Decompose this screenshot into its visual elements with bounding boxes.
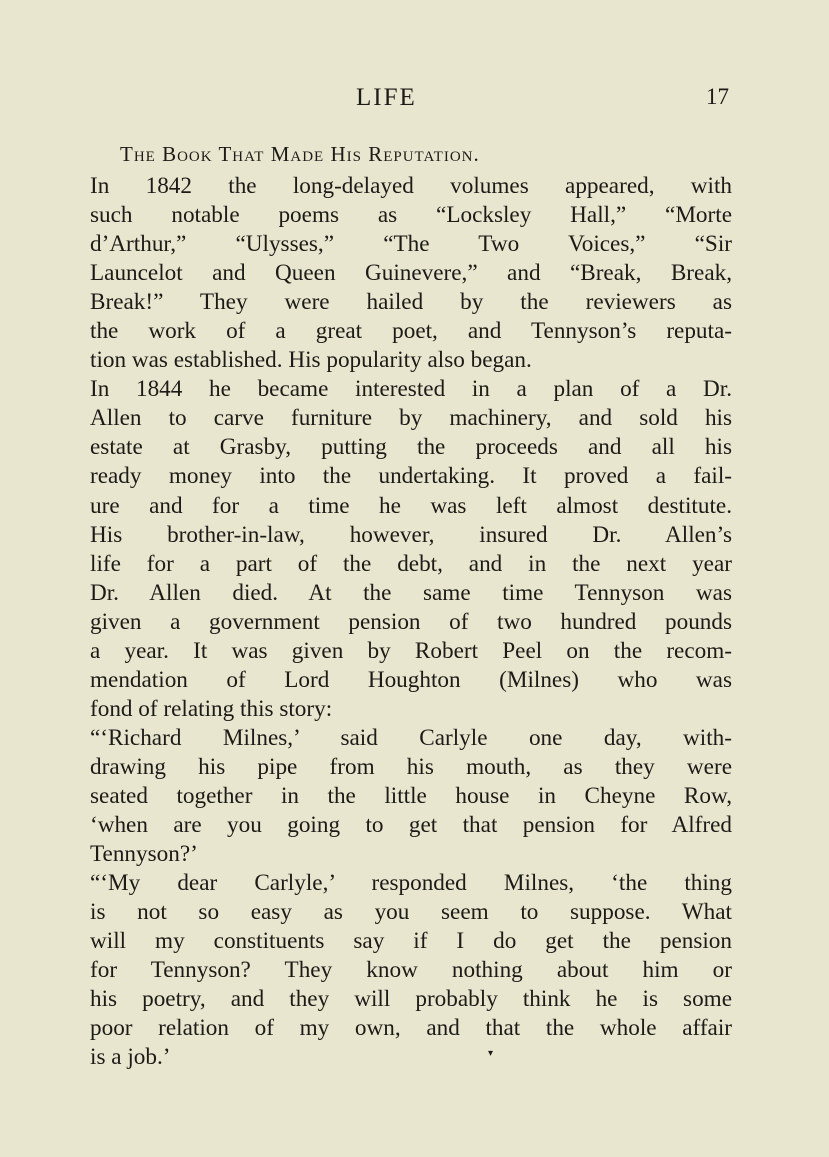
text-line: tion was established. His popularity also began. [90,347,532,374]
text-line: the work of a great poet, and Tennyson’s reputa- [90,318,732,345]
text-line: mendation of Lord Houghton (Milnes) who was [90,666,732,693]
text-line: drawing his pipe from his mouth, as they were [90,753,732,780]
text-line: given a government pension of two hundred pounds [90,608,732,635]
text-line: his poetry, and they will probably think he is some [90,986,732,1013]
text-line: is a job.’ [90,1044,171,1071]
text-line: In 1844 he became interested in a plan of a Dr. [90,376,732,403]
text-line: for Tennyson? They know nothing about him or [90,957,732,984]
text-line: His brother-in-law, however, insured Dr. Allen’s [90,521,732,548]
text-line: a year. It was given by Robert Peel on the recom- [90,637,732,664]
text-line: “‘Richard Milnes,’ said Carlyle one day, with- [90,724,732,751]
text-line: “‘My dear Carlyle,’ responded Milnes, ‘the thing [90,870,732,897]
text-line: seated together in the little house in Cheyne Row, [90,782,732,809]
text-line: Tennyson?’ [90,841,198,868]
body-text [90,172,732,1072]
text-line: life for a part of the debt, and in the next year [90,550,732,577]
text-line: Launcelot and Queen Guinevere,” and “Break, Break, [90,260,732,287]
text-line: In 1842 the long-delayed volumes appeared, with [90,173,732,199]
text-line: ready money into the undertaking. It proved a fail- [90,463,732,490]
text-line: ure and for a time he was left almost destitute. [90,492,732,519]
printer-mark: ▾ [488,1048,494,1059]
text-line: is not so easy as you seem to suppose. What [90,899,732,926]
running-title: LIFE [356,84,417,111]
text-line: ‘when are you going to get that pension for Alfred [90,812,732,839]
text-line: Break!” They were hailed by the reviewers as [90,289,732,316]
text-line: such notable poems as “Locksley Hall,” “Morte [90,202,732,229]
text-line: Dr. Allen died. At the same time Tennyson was [90,579,732,606]
text-line: will my constituents say if I do get the pension [90,928,732,955]
page-number: 17 [706,84,729,109]
text-line: fond of relating this story: [90,695,333,722]
text-line: poor relation of my own, and that the whole affair [90,1015,732,1042]
text-line: estate at Grasby, putting the proceeds and all his [90,434,732,461]
section-heading: The Book That Made His Reputation. [120,142,480,166]
text-line: d’Arthur,” “Ulysses,” “The Two Voices,” “Sir [90,231,732,258]
text-line: Allen to carve furniture by machinery, and sold his [90,405,732,432]
